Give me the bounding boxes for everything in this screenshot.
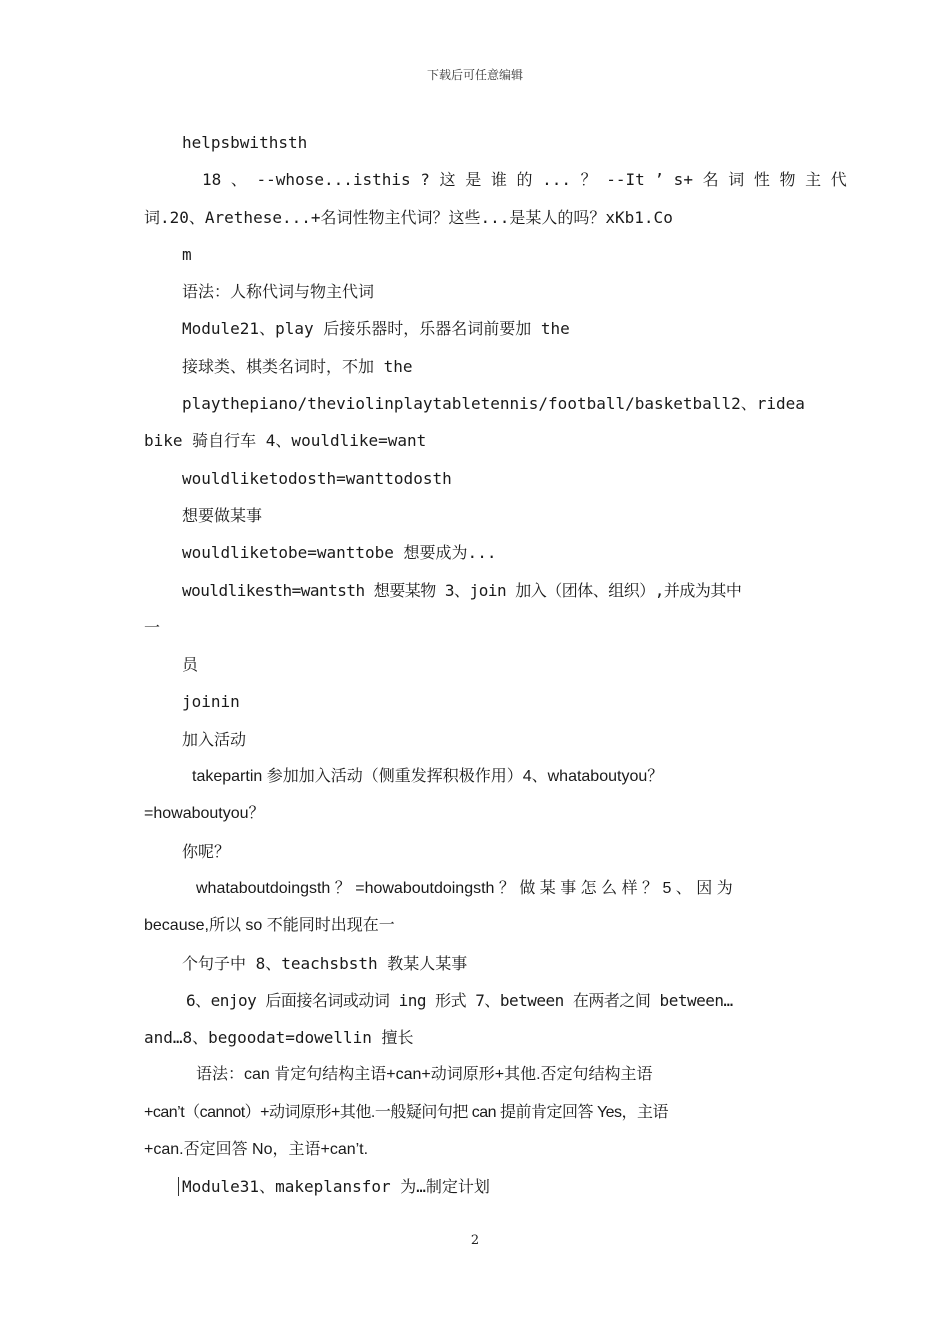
text-line: 6、enjoy 后面接名词或动词 ing 形式 7、between 在两者之间 between… [186,990,733,1010]
text-line: because,所以 so 不能同时出现在一 [144,917,395,935]
text-line: 语法：can 肯定句结构主语+can+动词原形+其他.否定句结构主语 [196,1066,653,1084]
text-line: 接球类、棋类名词时，不加 the [182,356,413,376]
page-header: 下载后可任意编辑 [426,68,523,82]
text-cursor-line: Module31、makeplansfor 为…制定计划 [178,1177,490,1196]
text-line: helpsbwithsth [182,133,308,152]
text-line: 词.20、Arethese...+名词性物主代词？这些...是某人的吗？xKb1.Co [144,207,673,227]
text-line: 你呢？ [182,841,231,861]
text-line: and…8、begoodat=dowellin 擅长 [144,1028,414,1048]
text-line: +can.否定回答 No，主语+can’t. [144,1141,369,1159]
text-line [144,1168,808,1205]
text-line: Module21、play 后接乐器时，乐器名词前要加 the [182,319,570,339]
text-line: m [182,244,192,264]
text-line: wouldlikesth=wantsth 想要某物 3、join 加入（团体、组织）,并成为其中 [182,580,742,600]
text-line: 员 [182,655,199,675]
page-number: 2 [470,1233,480,1248]
text-line: wouldliketodosth=wanttodosth [182,468,452,488]
text-line: joinin [182,692,240,712]
text-line: =howaboutyou？ [144,805,265,823]
text-line: 语法：人称代词与物主代词 [182,282,375,302]
text-line: 个句子中 8、teachsbsth 教某人某事 [182,953,468,973]
text-line: bike 骑自行车 4、wouldlike=want [144,431,427,451]
text-line: takepartin 参加加入活动（侧重发挥积极作用）4、whataboutyou？ [192,768,664,786]
text-line: 想要做某事 [182,505,263,525]
text-line: wouldliketobe=wanttobe 想要成为... [182,543,497,563]
text-line: 一 [144,617,161,637]
text-line: whataboutdoingsth ？ =howaboutdoingsth ？ 做 某 事 怎 么 样 ？ 5 、 因 为 [196,879,733,897]
text-line: 加入活动 [182,729,247,749]
document-body [144,124,847,1206]
text-line: playthepiano/theviolinplaytabletennis/football/basketball2、ridea [182,394,805,414]
text-line: +can’t（cannot）+动词原形+其他.一般疑问句把 can 提前肯定回答 Yes，主语 [144,1103,669,1121]
text-line: 18 、 --whose...isthis ? 这 是 谁 的 ... ？ --It ’ s+ 名 词 性 物 主 代 [202,170,847,190]
